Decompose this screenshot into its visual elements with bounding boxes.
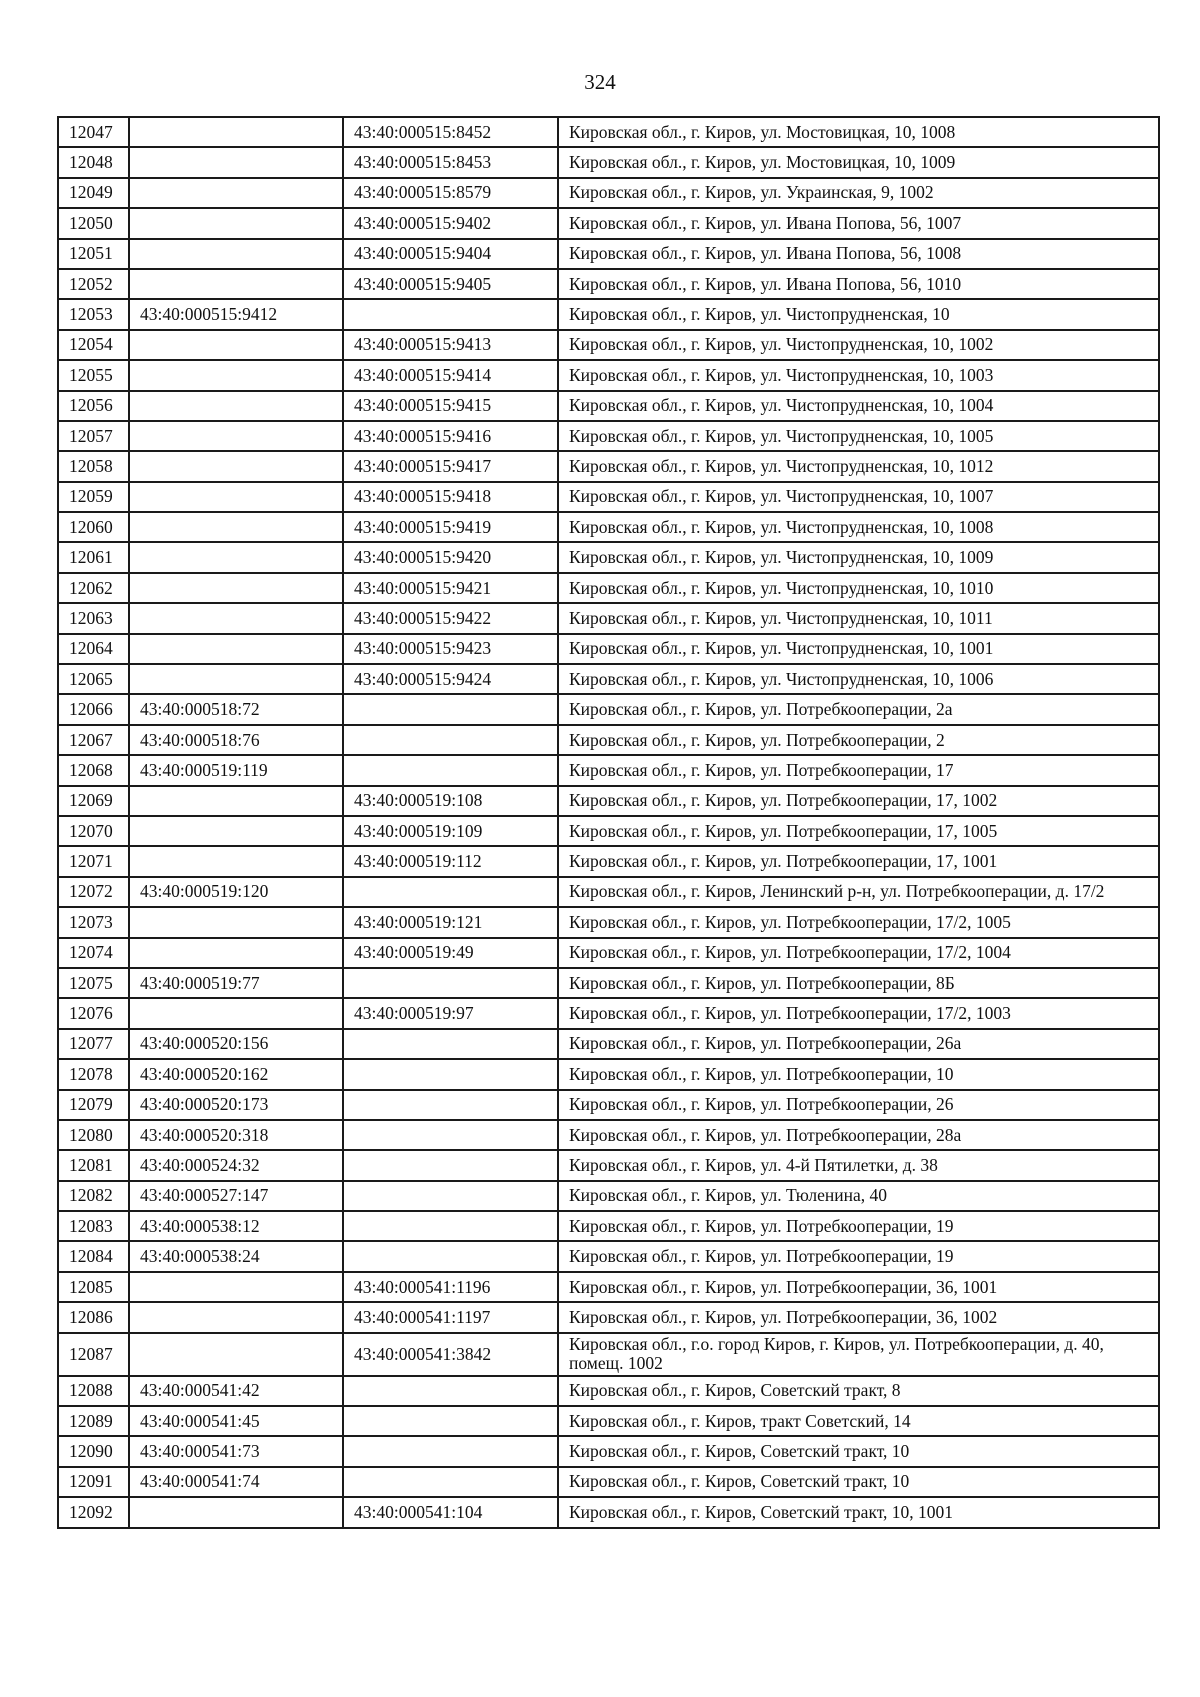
parcel-cadastral-number-cell	[129, 664, 343, 694]
parcel-cadastral-number-cell: 43:40:000520:173	[129, 1090, 343, 1120]
parcel-cadastral-number-cell	[129, 451, 343, 481]
table-row	[58, 1181, 1159, 1211]
parcel-cadastral-number-cell	[129, 786, 343, 816]
table-row	[58, 1302, 1159, 1332]
object-cadastral-number-cell	[343, 877, 558, 907]
row-number-cell: 12076	[58, 998, 129, 1028]
row-number-cell: 12075	[58, 968, 129, 998]
table-row	[58, 1497, 1159, 1527]
address-cell: Кировская обл., г. Киров, ул. Потребкооперации, 8Б	[558, 968, 1159, 998]
row-number-cell: 12062	[58, 573, 129, 603]
object-cadastral-number-cell: 43:40:000515:9419	[343, 512, 558, 542]
parcel-cadastral-number-cell: 43:40:000519:77	[129, 968, 343, 998]
table-row	[58, 664, 1159, 694]
parcel-cadastral-number-cell	[129, 512, 343, 542]
object-cadastral-number-cell	[343, 1436, 558, 1466]
object-cadastral-number-cell: 43:40:000519:49	[343, 938, 558, 968]
row-number-cell: 12072	[58, 877, 129, 907]
row-number-cell: 12074	[58, 938, 129, 968]
row-number-cell: 12066	[58, 694, 129, 724]
object-cadastral-number-cell: 43:40:000515:9414	[343, 360, 558, 390]
address-cell: Кировская обл., г. Киров, ул. Потребкооперации, 36, 1001	[558, 1272, 1159, 1302]
parcel-cadastral-number-cell	[129, 542, 343, 572]
address-cell: Кировская обл., г.о. город Киров, г. Киров, ул. Потребкооперации, д. 40, помещ. 1002	[558, 1333, 1159, 1376]
address-cell: Кировская обл., г. Киров, ул. Тюленина, 40	[558, 1181, 1159, 1211]
address-cell: Кировская обл., г. Киров, ул. Ивана Попова, 56, 1008	[558, 239, 1159, 269]
parcel-cadastral-number-cell: 43:40:000541:45	[129, 1406, 343, 1436]
object-cadastral-number-cell: 43:40:000519:97	[343, 998, 558, 1028]
row-number-cell: 12073	[58, 907, 129, 937]
row-number-cell: 12049	[58, 178, 129, 208]
parcel-cadastral-number-cell	[129, 208, 343, 238]
row-number-cell: 12085	[58, 1272, 129, 1302]
table-row	[58, 603, 1159, 633]
row-number-cell: 12059	[58, 482, 129, 512]
table-row	[58, 451, 1159, 481]
address-cell: Кировская обл., г. Киров, ул. Потребкооперации, 2	[558, 725, 1159, 755]
row-number-cell: 12048	[58, 147, 129, 177]
object-cadastral-number-cell: 43:40:000541:1197	[343, 1302, 558, 1332]
address-cell: Кировская обл., г. Киров, ул. Чистопрудненская, 10, 1008	[558, 512, 1159, 542]
parcel-cadastral-number-cell: 43:40:000527:147	[129, 1181, 343, 1211]
row-number-cell: 12080	[58, 1120, 129, 1150]
object-cadastral-number-cell	[343, 1150, 558, 1180]
table-row	[58, 1436, 1159, 1466]
address-cell: Кировская обл., г. Киров, Советский тракт, 10	[558, 1436, 1159, 1466]
table-row	[58, 1406, 1159, 1436]
registry-table	[57, 116, 1160, 1529]
object-cadastral-number-cell: 43:40:000515:9420	[343, 542, 558, 572]
table-row	[58, 938, 1159, 968]
address-cell: Кировская обл., г. Киров, ул. Потребкооперации, 17, 1005	[558, 816, 1159, 846]
row-number-cell: 12054	[58, 330, 129, 360]
address-cell: Кировская обл., г. Киров, Советский тракт, 10	[558, 1467, 1159, 1497]
object-cadastral-number-cell	[343, 1090, 558, 1120]
table-row	[58, 1059, 1159, 1089]
table-row	[58, 573, 1159, 603]
row-number-cell: 12065	[58, 664, 129, 694]
object-cadastral-number-cell	[343, 1181, 558, 1211]
parcel-cadastral-number-cell: 43:40:000518:72	[129, 694, 343, 724]
object-cadastral-number-cell: 43:40:000519:109	[343, 816, 558, 846]
parcel-cadastral-number-cell: 43:40:000541:73	[129, 1436, 343, 1466]
parcel-cadastral-number-cell	[129, 573, 343, 603]
table-row	[58, 1272, 1159, 1302]
object-cadastral-number-cell: 43:40:000515:9418	[343, 482, 558, 512]
row-number-cell: 12063	[58, 603, 129, 633]
parcel-cadastral-number-cell	[129, 239, 343, 269]
address-cell: Кировская обл., г. Киров, ул. Чистопрудненская, 10, 1005	[558, 421, 1159, 451]
address-cell: Кировская обл., г. Киров, ул. Потребкооперации, 2а	[558, 694, 1159, 724]
table-row	[58, 1211, 1159, 1241]
address-cell: Кировская обл., г. Киров, ул. Чистопрудненская, 10, 1011	[558, 603, 1159, 633]
object-cadastral-number-cell: 43:40:000515:9416	[343, 421, 558, 451]
address-cell: Кировская обл., г. Киров, ул. Чистопрудненская, 10, 1006	[558, 664, 1159, 694]
object-cadastral-number-cell	[343, 968, 558, 998]
row-number-cell: 12087	[58, 1333, 129, 1376]
table-row	[58, 816, 1159, 846]
object-cadastral-number-cell: 43:40:000515:9423	[343, 634, 558, 664]
table-row	[58, 147, 1159, 177]
parcel-cadastral-number-cell	[129, 482, 343, 512]
address-cell: Кировская обл., г. Киров, ул. Потребкооперации, 17/2, 1005	[558, 907, 1159, 937]
parcel-cadastral-number-cell	[129, 846, 343, 876]
object-cadastral-number-cell	[343, 1376, 558, 1406]
table-row	[58, 968, 1159, 998]
address-cell: Кировская обл., г. Киров, ул. Потребкооперации, 28а	[558, 1120, 1159, 1150]
object-cadastral-number-cell	[343, 755, 558, 785]
address-cell: Кировская обл., г. Киров, Ленинский р-н, ул. Потребкооперации, д. 17/2	[558, 877, 1159, 907]
row-number-cell: 12051	[58, 239, 129, 269]
object-cadastral-number-cell	[343, 694, 558, 724]
address-cell: Кировская обл., г. Киров, ул. Потребкооперации, 17/2, 1004	[558, 938, 1159, 968]
object-cadastral-number-cell: 43:40:000515:8579	[343, 178, 558, 208]
table-row	[58, 299, 1159, 329]
object-cadastral-number-cell: 43:40:000515:9424	[343, 664, 558, 694]
address-cell: Кировская обл., г. Киров, ул. Чистопрудненская, 10, 1010	[558, 573, 1159, 603]
table-row	[58, 694, 1159, 724]
row-number-cell: 12070	[58, 816, 129, 846]
object-cadastral-number-cell: 43:40:000519:108	[343, 786, 558, 816]
row-number-cell: 12061	[58, 542, 129, 572]
table-row	[58, 1120, 1159, 1150]
object-cadastral-number-cell: 43:40:000515:9417	[343, 451, 558, 481]
address-cell: Кировская обл., г. Киров, ул. Потребкооперации, 17/2, 1003	[558, 998, 1159, 1028]
address-cell: Кировская обл., г. Киров, ул. Потребкооперации, 17, 1001	[558, 846, 1159, 876]
parcel-cadastral-number-cell	[129, 117, 343, 147]
table-row	[58, 391, 1159, 421]
table-row	[58, 998, 1159, 1028]
object-cadastral-number-cell: 43:40:000515:9413	[343, 330, 558, 360]
object-cadastral-number-cell: 43:40:000515:8453	[343, 147, 558, 177]
row-number-cell: 12052	[58, 269, 129, 299]
object-cadastral-number-cell	[343, 1241, 558, 1271]
object-cadastral-number-cell: 43:40:000541:104	[343, 1497, 558, 1527]
address-cell: Кировская обл., г. Киров, ул. Чистопрудненская, 10, 1003	[558, 360, 1159, 390]
table-row	[58, 208, 1159, 238]
address-cell: Кировская обл., г. Киров, ул. Украинская, 9, 1002	[558, 178, 1159, 208]
table-row	[58, 1376, 1159, 1406]
address-cell: Кировская обл., г. Киров, ул. Потребкооперации, 19	[558, 1241, 1159, 1271]
parcel-cadastral-number-cell: 43:40:000520:318	[129, 1120, 343, 1150]
parcel-cadastral-number-cell: 43:40:000538:12	[129, 1211, 343, 1241]
row-number-cell: 12071	[58, 846, 129, 876]
parcel-cadastral-number-cell	[129, 816, 343, 846]
table-row	[58, 786, 1159, 816]
object-cadastral-number-cell: 43:40:000515:9402	[343, 208, 558, 238]
registry-table-body	[58, 117, 1159, 1528]
parcel-cadastral-number-cell	[129, 178, 343, 208]
table-row	[58, 1029, 1159, 1059]
address-cell: Кировская обл., г. Киров, ул. Потребкооперации, 36, 1002	[558, 1302, 1159, 1332]
object-cadastral-number-cell: 43:40:000515:8452	[343, 117, 558, 147]
table-row	[58, 877, 1159, 907]
parcel-cadastral-number-cell	[129, 330, 343, 360]
object-cadastral-number-cell: 43:40:000515:9405	[343, 269, 558, 299]
parcel-cadastral-number-cell	[129, 603, 343, 633]
table-row	[58, 542, 1159, 572]
address-cell: Кировская обл., г. Киров, ул. 4-й Пятилетки, д. 38	[558, 1150, 1159, 1180]
object-cadastral-number-cell: 43:40:000515:9415	[343, 391, 558, 421]
parcel-cadastral-number-cell	[129, 1333, 343, 1376]
row-number-cell: 12086	[58, 1302, 129, 1332]
object-cadastral-number-cell	[343, 1406, 558, 1436]
parcel-cadastral-number-cell: 43:40:000520:156	[129, 1029, 343, 1059]
address-cell: Кировская обл., г. Киров, ул. Потребкооперации, 10	[558, 1059, 1159, 1089]
table-row	[58, 725, 1159, 755]
object-cadastral-number-cell: 43:40:000519:112	[343, 846, 558, 876]
object-cadastral-number-cell	[343, 1211, 558, 1241]
row-number-cell: 12067	[58, 725, 129, 755]
parcel-cadastral-number-cell	[129, 1302, 343, 1332]
table-row	[58, 846, 1159, 876]
table-row	[58, 178, 1159, 208]
object-cadastral-number-cell	[343, 1029, 558, 1059]
table-row	[58, 1241, 1159, 1271]
parcel-cadastral-number-cell	[129, 360, 343, 390]
table-row	[58, 360, 1159, 390]
row-number-cell: 12056	[58, 391, 129, 421]
table-row	[58, 421, 1159, 451]
address-cell: Кировская обл., г. Киров, ул. Мостовицкая, 10, 1009	[558, 147, 1159, 177]
address-cell: Кировская обл., г. Киров, ул. Потребкооперации, 26а	[558, 1029, 1159, 1059]
parcel-cadastral-number-cell	[129, 634, 343, 664]
table-row	[58, 1333, 1159, 1376]
object-cadastral-number-cell: 43:40:000519:121	[343, 907, 558, 937]
row-number-cell: 12057	[58, 421, 129, 451]
row-number-cell: 12082	[58, 1181, 129, 1211]
row-number-cell: 12068	[58, 755, 129, 785]
address-cell: Кировская обл., г. Киров, ул. Потребкооперации, 26	[558, 1090, 1159, 1120]
parcel-cadastral-number-cell	[129, 998, 343, 1028]
table-row	[58, 634, 1159, 664]
object-cadastral-number-cell: 43:40:000541:1196	[343, 1272, 558, 1302]
object-cadastral-number-cell	[343, 299, 558, 329]
table-row	[58, 755, 1159, 785]
parcel-cadastral-number-cell: 43:40:000519:119	[129, 755, 343, 785]
table-row	[58, 512, 1159, 542]
row-number-cell: 12053	[58, 299, 129, 329]
address-cell: Кировская обл., г. Киров, Советский тракт, 10, 1001	[558, 1497, 1159, 1527]
address-cell: Кировская обл., г. Киров, тракт Советский, 14	[558, 1406, 1159, 1436]
address-cell: Кировская обл., г. Киров, ул. Чистопрудненская, 10	[558, 299, 1159, 329]
parcel-cadastral-number-cell: 43:40:000524:32	[129, 1150, 343, 1180]
address-cell: Кировская обл., г. Киров, ул. Потребкооперации, 19	[558, 1211, 1159, 1241]
parcel-cadastral-number-cell	[129, 1497, 343, 1527]
address-cell: Кировская обл., г. Киров, ул. Чистопрудненская, 10, 1004	[558, 391, 1159, 421]
row-number-cell: 12090	[58, 1436, 129, 1466]
row-number-cell: 12081	[58, 1150, 129, 1180]
address-cell: Кировская обл., г. Киров, Советский тракт, 8	[558, 1376, 1159, 1406]
table-row	[58, 1467, 1159, 1497]
row-number-cell: 12092	[58, 1497, 129, 1527]
parcel-cadastral-number-cell	[129, 938, 343, 968]
table-row	[58, 239, 1159, 269]
row-number-cell: 12064	[58, 634, 129, 664]
address-cell: Кировская обл., г. Киров, ул. Потребкооперации, 17, 1002	[558, 786, 1159, 816]
parcel-cadastral-number-cell: 43:40:000538:24	[129, 1241, 343, 1271]
parcel-cadastral-number-cell	[129, 391, 343, 421]
parcel-cadastral-number-cell	[129, 147, 343, 177]
address-cell: Кировская обл., г. Киров, ул. Чистопрудненская, 10, 1001	[558, 634, 1159, 664]
address-cell: Кировская обл., г. Киров, ул. Ивана Попова, 56, 1007	[558, 208, 1159, 238]
parcel-cadastral-number-cell: 43:40:000518:76	[129, 725, 343, 755]
address-cell: Кировская обл., г. Киров, ул. Чистопрудненская, 10, 1012	[558, 451, 1159, 481]
object-cadastral-number-cell	[343, 1467, 558, 1497]
table-row	[58, 1150, 1159, 1180]
parcel-cadastral-number-cell: 43:40:000541:74	[129, 1467, 343, 1497]
row-number-cell: 12089	[58, 1406, 129, 1436]
parcel-cadastral-number-cell	[129, 269, 343, 299]
table-row	[58, 907, 1159, 937]
row-number-cell: 12047	[58, 117, 129, 147]
object-cadastral-number-cell	[343, 1120, 558, 1150]
address-cell: Кировская обл., г. Киров, ул. Чистопрудненская, 10, 1002	[558, 330, 1159, 360]
parcel-cadastral-number-cell: 43:40:000520:162	[129, 1059, 343, 1089]
object-cadastral-number-cell: 43:40:000515:9404	[343, 239, 558, 269]
row-number-cell: 12083	[58, 1211, 129, 1241]
address-cell: Кировская обл., г. Киров, ул. Ивана Попова, 56, 1010	[558, 269, 1159, 299]
parcel-cadastral-number-cell: 43:40:000519:120	[129, 877, 343, 907]
object-cadastral-number-cell	[343, 1059, 558, 1089]
table-row	[58, 482, 1159, 512]
parcel-cadastral-number-cell	[129, 421, 343, 451]
row-number-cell: 12084	[58, 1241, 129, 1271]
address-cell: Кировская обл., г. Киров, ул. Мостовицкая, 10, 1008	[558, 117, 1159, 147]
row-number-cell: 12088	[58, 1376, 129, 1406]
row-number-cell: 12060	[58, 512, 129, 542]
row-number-cell: 12079	[58, 1090, 129, 1120]
address-cell: Кировская обл., г. Киров, ул. Потребкооперации, 17	[558, 755, 1159, 785]
address-cell: Кировская обл., г. Киров, ул. Чистопрудненская, 10, 1007	[558, 482, 1159, 512]
table-row	[58, 1090, 1159, 1120]
object-cadastral-number-cell	[343, 725, 558, 755]
object-cadastral-number-cell: 43:40:000541:3842	[343, 1333, 558, 1376]
parcel-cadastral-number-cell: 43:40:000515:9412	[129, 299, 343, 329]
object-cadastral-number-cell: 43:40:000515:9421	[343, 573, 558, 603]
table-row	[58, 117, 1159, 147]
table-row	[58, 330, 1159, 360]
address-cell: Кировская обл., г. Киров, ул. Чистопрудненская, 10, 1009	[558, 542, 1159, 572]
parcel-cadastral-number-cell: 43:40:000541:42	[129, 1376, 343, 1406]
table-row	[58, 269, 1159, 299]
row-number-cell: 12058	[58, 451, 129, 481]
row-number-cell: 12050	[58, 208, 129, 238]
row-number-cell: 12055	[58, 360, 129, 390]
row-number-cell: 12091	[58, 1467, 129, 1497]
object-cadastral-number-cell: 43:40:000515:9422	[343, 603, 558, 633]
row-number-cell: 12077	[58, 1029, 129, 1059]
row-number-cell: 12078	[58, 1059, 129, 1089]
page-number: 324	[584, 70, 616, 94]
parcel-cadastral-number-cell	[129, 1272, 343, 1302]
parcel-cadastral-number-cell	[129, 907, 343, 937]
row-number-cell: 12069	[58, 786, 129, 816]
